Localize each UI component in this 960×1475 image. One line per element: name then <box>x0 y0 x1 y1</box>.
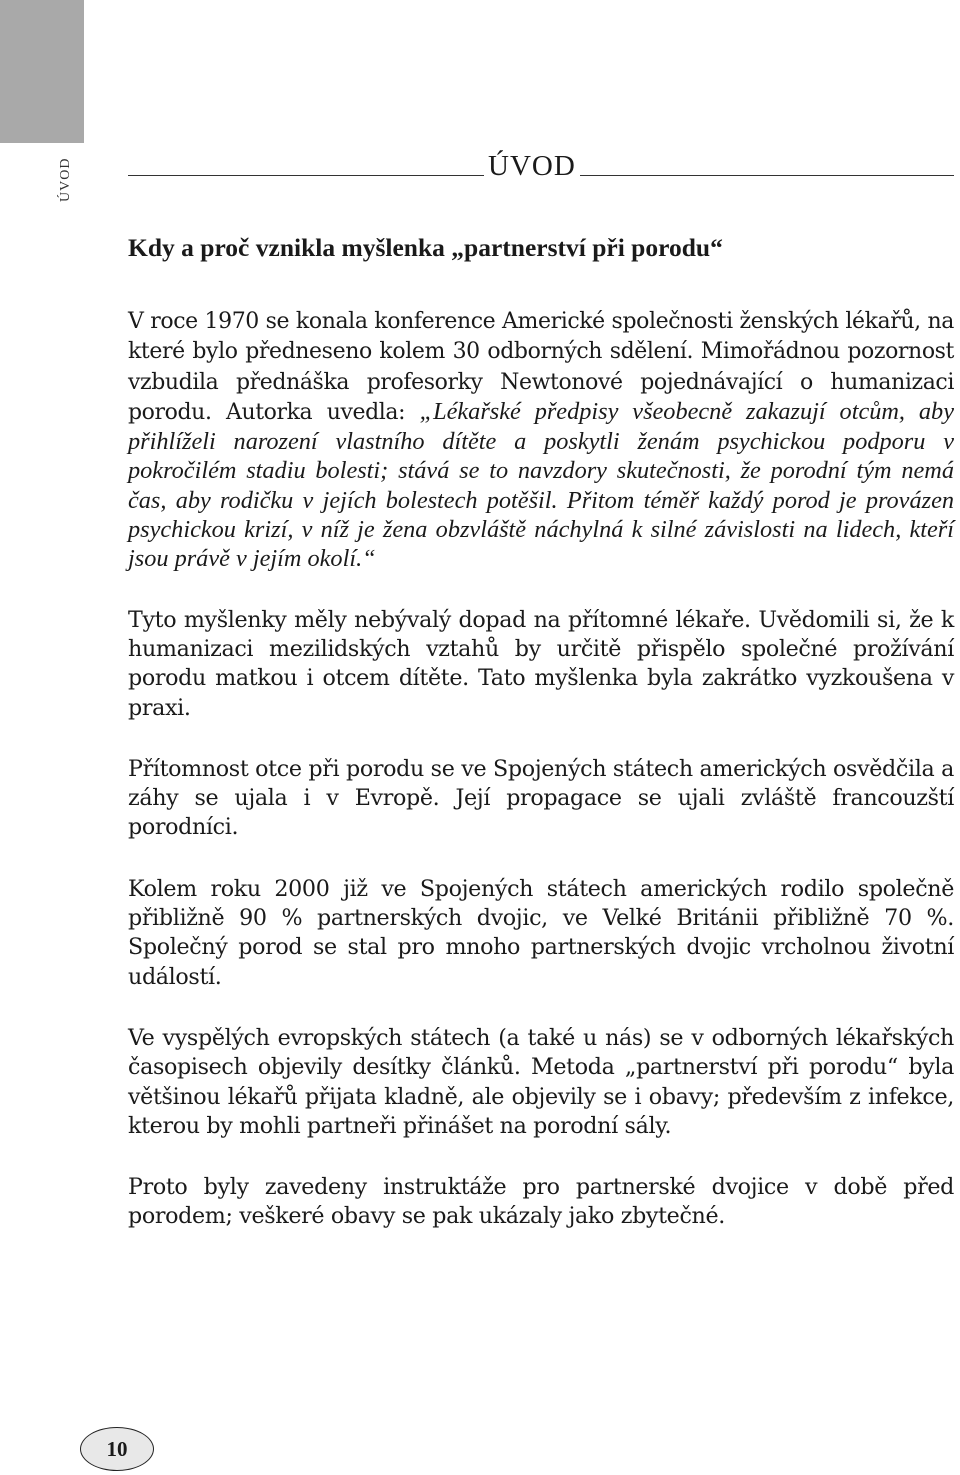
paragraph-intro-quote: „Lékařské předpisy všeobecně zakazují otcům, aby přihlíželi narození vlastního dítěte a poskytli ženám psychickou podporu v pokročilém stadiu bolesti; stává se to navzdory skutečnosti, že porodní tým nemá čas, aby rodičku v jejích bolestech potěšil. Přitom téměř každý porod je provázen psychickou krizí, v níž je žena obzvláště náchylná k silné závislosti na lidech, kteří jsou právě v jejím okolí.“ <box>128 397 954 573</box>
page-number: 10 <box>106 1436 128 1461</box>
paragraph: Přítomnost otce při porodu se ve Spojených státech amerických osvědčila a záhy se ujala i v Evropě. Její propagace se ujali zvláště francouzští porodníci. <box>128 755 954 841</box>
chapter-title: ÚVOD <box>488 150 576 182</box>
header-rule-right <box>580 175 954 176</box>
page-content <box>128 226 954 1264</box>
paragraph: Kolem roku 2000 již ve Spojených státech amerických rodilo společně přibližně 90 % partnerských dvojic, ve Velké Británii přibližně 70 %. Společný porod se stal pro mnoho partnerských dvojic vrcholnou životní událostí. <box>128 875 954 990</box>
chapter-tab-marker <box>0 0 84 143</box>
section-heading: Kdy a proč vznikla myšlenka „partnerství při porodu“ <box>128 233 723 262</box>
chapter-header <box>128 143 954 183</box>
paragraph: Ve vyspělých evropských státech (a také u nás) se v odborných lékařských časopisech objevily desítky článků. Metoda „partnerství při porodu“ byla většinou lékařů přijata kladně, ale objevily se i obavy; především z infekce, kterou by mohli partneři přinášet na porodní sály. <box>128 1024 954 1139</box>
paragraph: Tyto myšlenky měly nebývalý dopad na přítomné lékaře. Uvědomili si, že k humanizaci mezilidských vztahů by určitě přispělo společné prožívání porodu matkou i otcem dítěte. Tato myšlenka byla zakrátko vyzkoušena v praxi. <box>128 606 954 721</box>
page-number-badge <box>80 1427 154 1471</box>
paragraph: Proto byly zavedeny instruktáže pro partnerské dvojice v době před porodem; veškeré obavy se pak ukázaly jako zbytečné. <box>128 1174 954 1230</box>
paragraph-intro <box>128 306 954 574</box>
header-rule-left <box>128 175 484 176</box>
side-chapter-label: ÚVOD <box>58 157 73 203</box>
paragraph-intro-text: V roce 1970 se konala konference Americké společnosti ženských lékařů, na které bylo předneseno kolem 30 odborných sdělení. Mimořádnou pozornost vzbudila přednáška profesorky Newtonové pojednávající o humanizaci porodu. Autorka uvedla: <box>128 309 954 425</box>
